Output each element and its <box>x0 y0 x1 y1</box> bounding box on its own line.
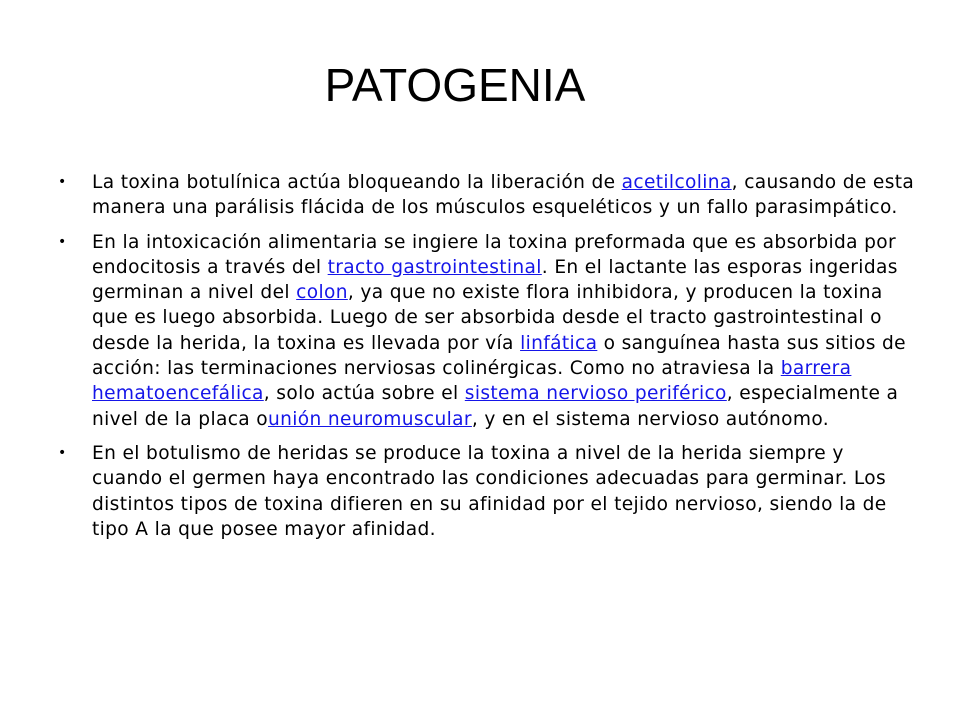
link-acetilcolina[interactable]: acetilcolina <box>621 172 732 193</box>
bullet-text: , especialmente a nivel de la placa o <box>92 383 899 430</box>
bullet-icon: • <box>58 233 67 250</box>
bullet-item-1 <box>56 170 916 221</box>
bullet-text: En la intoxicación alimentaria se ingiere la toxina preformada que es absorbida por endocitosis a través del <box>92 231 897 278</box>
link-linfatica[interactable]: linfática <box>520 332 598 354</box>
bullet-text: , y en el sistema nervioso autónomo. <box>471 408 830 430</box>
bullet-text: o sanguínea hasta sus sitios de acción: las terminaciones nerviosas colinérgicas. Como no atraviesa la <box>92 332 906 380</box>
link-barrera-hematoencefalica[interactable]: barrera hematoencefálica <box>92 358 852 405</box>
bullet-list <box>56 170 916 551</box>
bullet-item-3 <box>56 441 916 542</box>
link-union-neuromuscular[interactable]: unión neuromuscular <box>268 408 472 430</box>
bullet-icon: • <box>58 174 67 190</box>
bullet-text: , solo actúa sobre el <box>263 383 465 405</box>
link-colon[interactable]: colon <box>296 282 348 304</box>
bullet-text: En el botulismo de heridas se produce la toxina a nivel de la herida siempre y cuando el germen haya encontrado las condiciones adecuadas para germinar. Los distintos tipos de toxina difieren en su afinidad por el tejido nervioso, siendo la de tipo A la que posee mayor afinidad. <box>92 442 887 540</box>
bullet-text: , ya que no existe flora inhibidora, y producen la toxina que es luego absorbida. Luego de ser absorbida desde el tracto gastrointestinal o desde la herida, la toxina es llevada por vía <box>92 282 883 354</box>
slide-title: PATOGENIA <box>324 59 586 111</box>
bullet-text: , causando de esta manera una parálisis flácida de los músculos esqueléticos y un fallo parasimpático. <box>92 172 915 219</box>
bullet-icon: • <box>58 444 67 461</box>
link-sistema-nervioso-periferico[interactable]: sistema nervioso periférico <box>464 383 727 405</box>
bullet-item-2 <box>56 230 916 432</box>
bullet-text: La toxina botulínica actúa bloqueando la liberación de <box>92 172 622 193</box>
bullet-text: . En el lactante las esporas ingeridas germinan a nivel del <box>92 256 898 304</box>
link-tracto-gastrointestinal[interactable]: tracto gastrointestinal <box>327 256 542 278</box>
